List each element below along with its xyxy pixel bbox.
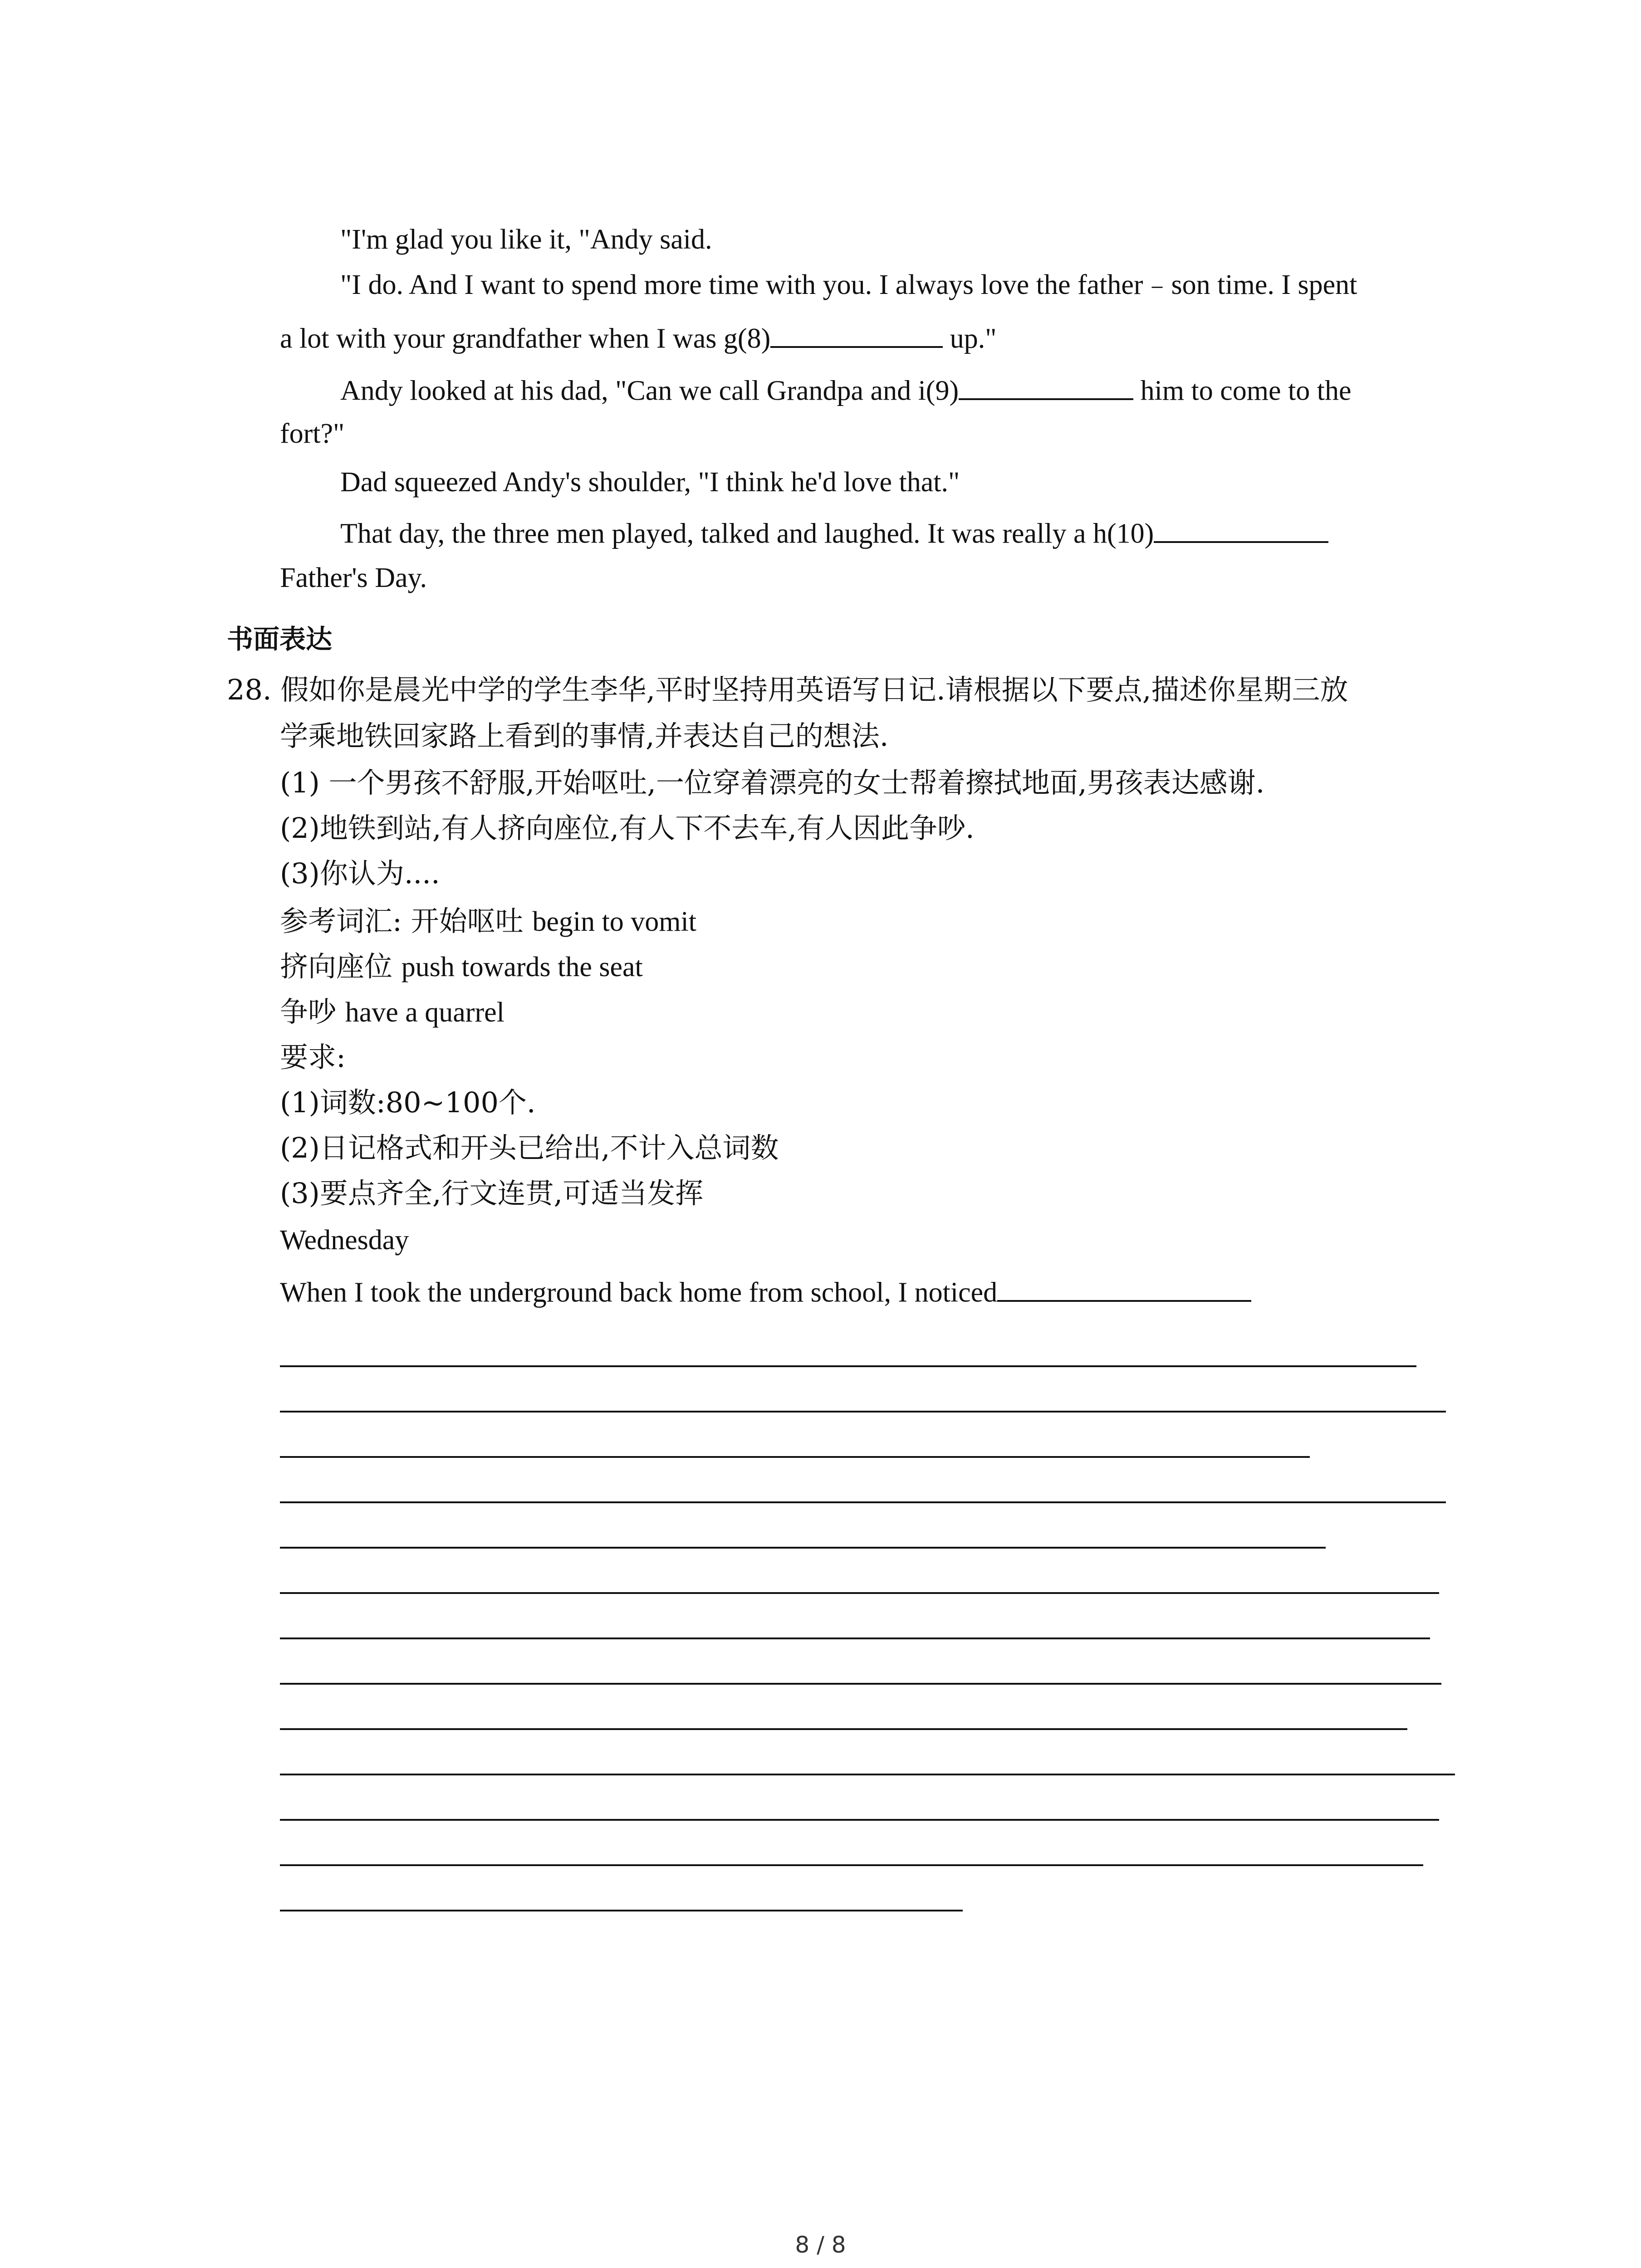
writing-line[interactable] (280, 1728, 1407, 1730)
passage-line-1: "I'm glad you like it, "Andy said. (340, 224, 712, 255)
passage-line-4-text: Andy looked at his dad, "Can we call Grandpa and i(9) (340, 375, 959, 406)
writing-blank-opening[interactable] (997, 1276, 1251, 1302)
passage-line-2: "I do. And I want to spend more time with you. I always love the father﹣son time. I spent (340, 269, 1357, 300)
page-number: 8 / 8 (795, 2232, 846, 2258)
writing-line[interactable] (280, 1411, 1446, 1413)
point-3: (3)你认为.... (280, 857, 440, 890)
section-title: 书面表达 (227, 624, 333, 655)
passage-line-8: Father's Day. (280, 562, 427, 593)
vocab-label: 参考词汇: (280, 904, 411, 938)
passage-line-7-text: That day, the three men played, talked and laughed. It was really a h(10) (340, 518, 1154, 549)
writing-line[interactable] (280, 1456, 1310, 1458)
point-2: (2)地铁到站,有人挤向座位,有人下不去车,有人因此争吵. (280, 811, 975, 845)
answer-blank-9[interactable] (959, 374, 1133, 400)
vocab-3-chinese: 争吵 (280, 995, 345, 1028)
writing-line[interactable] (280, 1501, 1446, 1503)
writing-line[interactable] (280, 1365, 1416, 1367)
passage-line-7 (340, 517, 1328, 548)
vocab-line-2 (280, 950, 643, 983)
vocab-line-1 (280, 904, 696, 938)
question-prompt-line-1 (227, 673, 1348, 706)
question-prompt-a: 假如你是晨光中学的学生李华,平时坚持用英语写日记.请根据以下要点,描述你星期三放 (280, 673, 1348, 706)
passage-line-3-text: a lot with your grandfather when I was g(8) (280, 323, 771, 354)
writing-line[interactable] (280, 1683, 1441, 1685)
vocab-line-3 (280, 995, 505, 1028)
vocab-2-english: push towards the seat (401, 952, 643, 982)
diary-opening: When I took the underground back home from school, I noticed (280, 1277, 998, 1308)
requirement-3: (3)要点齐全,行文连贯,可适当发挥 (280, 1177, 704, 1210)
diary-opening-line (280, 1276, 1251, 1307)
passage-line-5: fort?" (280, 418, 345, 449)
writing-line[interactable] (280, 1819, 1439, 1821)
passage-line-4 (340, 374, 1352, 405)
passage-line-6: Dad squeezed Andy's shoulder, "I think he'd love that." (340, 467, 960, 498)
vocab-1-english: begin to vomit (532, 906, 696, 937)
writing-line[interactable] (280, 1547, 1326, 1549)
requirement-2: (2)日记格式和开头已给出,不计入总词数 (280, 1131, 779, 1164)
requirements-label: 要求: (280, 1041, 346, 1074)
point-1: (1) 一个男孩不舒服,开始呕吐,一位穿着漂亮的女士帮着擦拭地面,男孩表达感谢. (280, 766, 1265, 799)
vocab-3-english: have a quarrel (345, 997, 505, 1028)
writing-line[interactable] (280, 1910, 963, 1911)
writing-line[interactable] (280, 1864, 1423, 1866)
vocab-1-chinese: 开始呕吐 (411, 904, 533, 938)
diary-day: Wednesday (280, 1225, 409, 1256)
vocab-2-chinese: 挤向座位 (280, 950, 402, 983)
answer-blank-10[interactable] (1154, 517, 1328, 543)
passage-line-3-tail: up." (943, 323, 997, 354)
writing-line[interactable] (280, 1774, 1455, 1775)
passage-line-3 (280, 322, 997, 353)
passage-line-4-tail: him to come to the (1133, 375, 1352, 406)
question-prompt-line-2: 学乘地铁回家路上看到的事情,并表达自己的想法. (280, 719, 889, 753)
writing-line[interactable] (280, 1637, 1430, 1639)
requirement-1: (1)词数:80~100个. (280, 1086, 536, 1119)
answer-blank-8[interactable] (770, 322, 943, 348)
question-number: 28. (227, 673, 272, 706)
writing-line[interactable] (280, 1592, 1439, 1594)
